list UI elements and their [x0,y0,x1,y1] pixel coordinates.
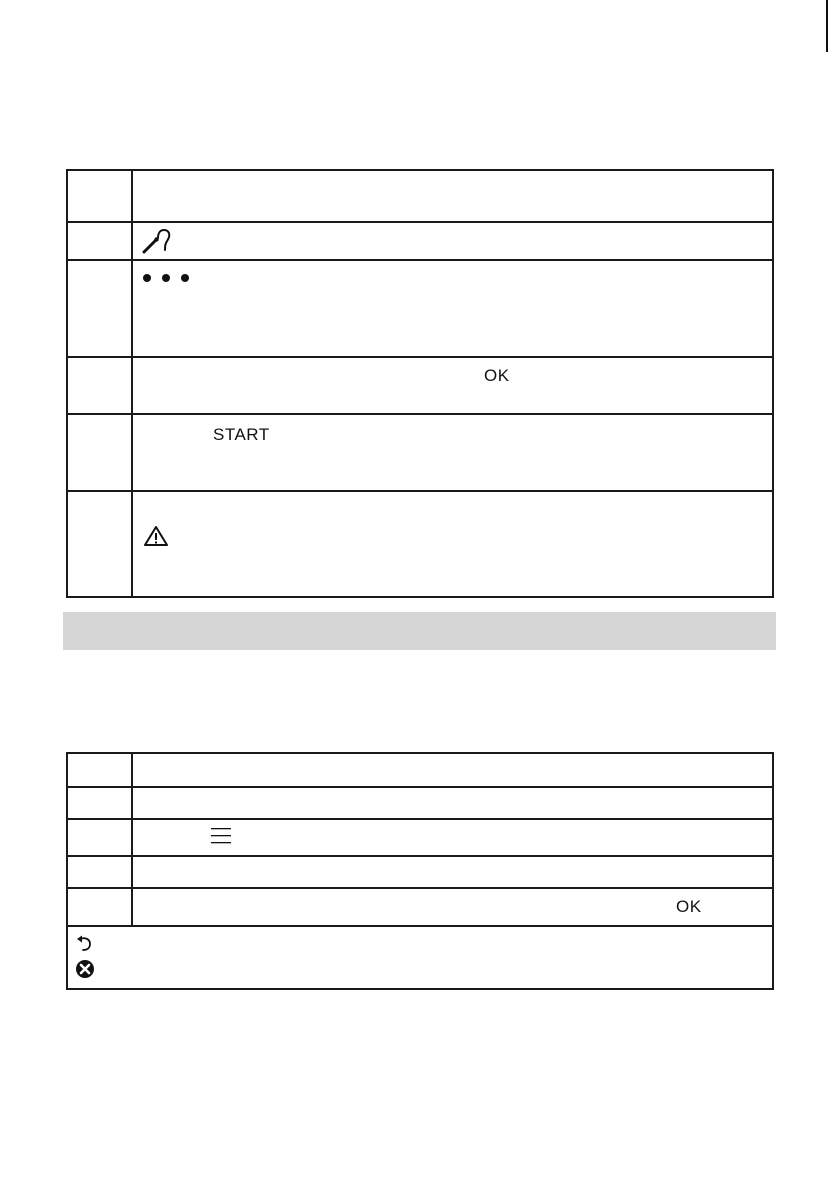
steps-table-1 [66,169,774,598]
step-number-cell [67,856,132,888]
step-number-cell [67,260,132,357]
step-number-cell [67,170,132,222]
step-number-cell [67,787,132,819]
steps-table-2 [66,752,774,990]
warning-triangle-icon [143,525,169,547]
table-row [67,926,773,989]
step-number-cell [67,357,132,414]
table-row [67,856,773,888]
table-row [67,787,773,819]
table-row [67,170,773,222]
step-text-cell [132,222,773,260]
start-key-label: START [213,425,270,444]
ok-key-label: OK [484,366,510,385]
step-number-cell [67,491,132,597]
three-dots-icon [143,261,772,282]
step-number-cell [67,414,132,491]
section-heading-bar [63,612,776,650]
table-row [67,357,773,414]
step-text-cell [132,856,773,888]
probe-icon [141,228,173,254]
table-row [67,222,773,260]
step-text-cell [132,888,773,926]
step-text-cell [132,819,773,856]
step-text-cell [132,357,773,414]
step-number-cell [67,819,132,856]
cancel-icon [75,959,95,979]
ok-key-label: OK [676,897,702,916]
step-text-cell [132,787,773,819]
page-edge-marker [826,0,828,52]
step-text-cell [132,491,773,597]
step-number-cell [67,222,132,260]
table-row [67,260,773,357]
table-row [67,491,773,597]
table-row [67,414,773,491]
step-text-cell [132,753,773,787]
back-arrow-icon [75,934,93,952]
step-text-cell [132,260,773,357]
step-text-cell [132,414,773,491]
table-row [67,753,773,787]
table-row [67,888,773,926]
step-number-cell [67,753,132,787]
footnote-cell [67,926,773,989]
step-number-cell [67,888,132,926]
table-row [67,819,773,856]
menu-icon [210,826,232,846]
step-text-cell [132,170,773,222]
